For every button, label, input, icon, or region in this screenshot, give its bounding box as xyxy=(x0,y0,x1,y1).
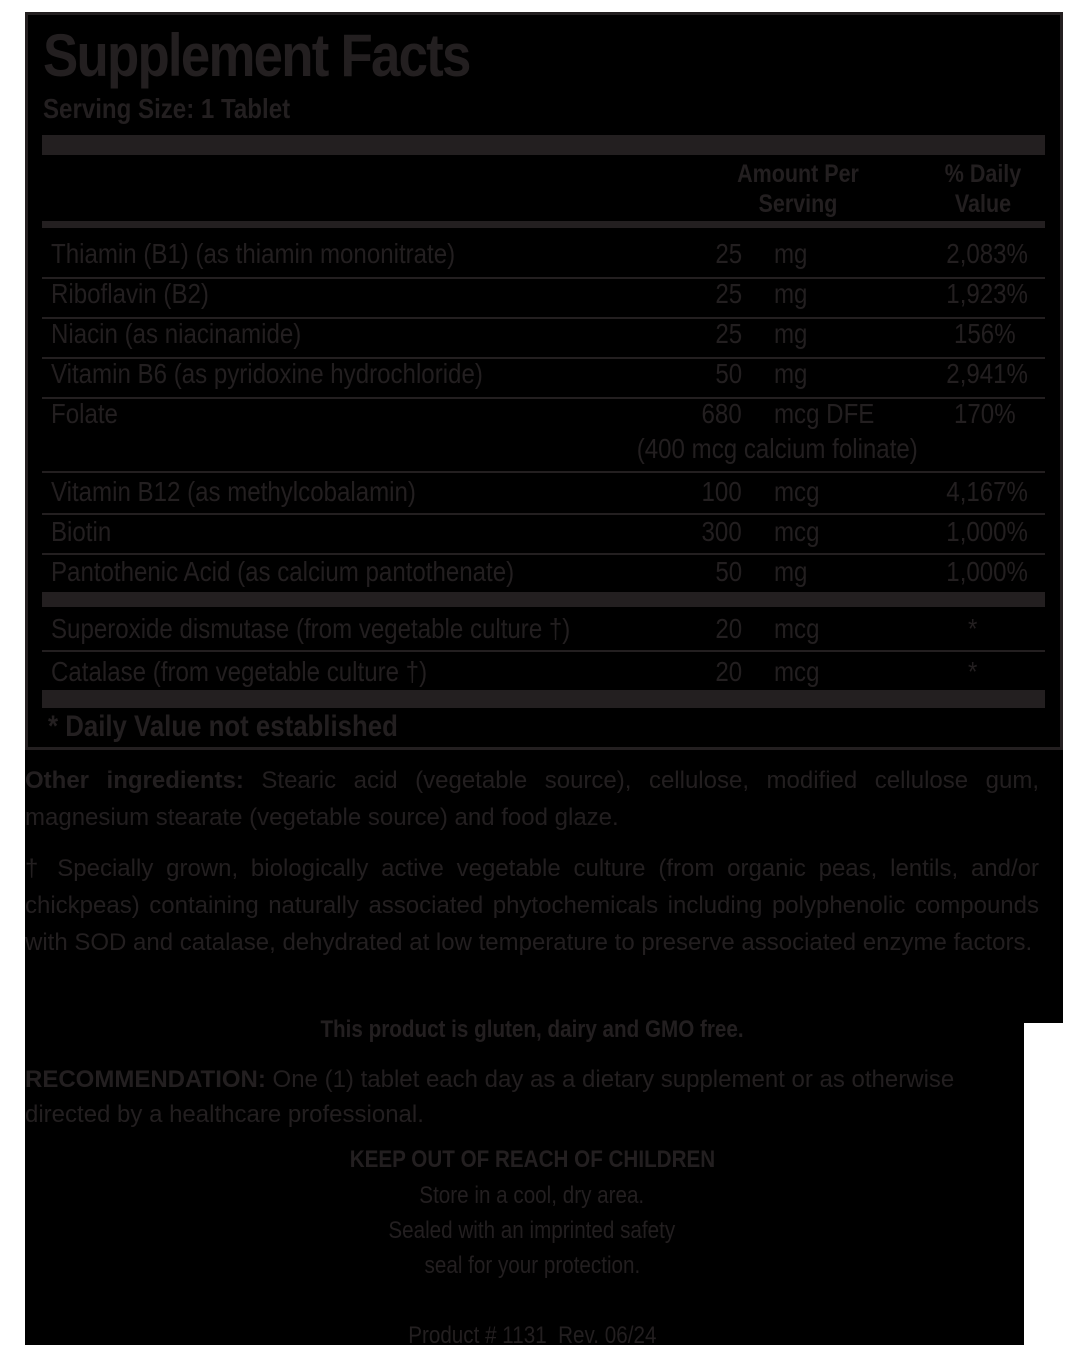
nutrient-name: Riboflavin (B2) xyxy=(51,278,209,309)
amount-per-serving-header xyxy=(729,159,867,219)
storage-line-3 xyxy=(25,1248,1039,1283)
nutrient-dv: 1,923% xyxy=(946,278,1028,309)
nutrient-amount: 300 xyxy=(701,516,742,547)
nutrient-row xyxy=(28,475,1060,515)
other-ingredients-label: Other ingredients: xyxy=(25,767,244,794)
nutrient-dv: 2,941% xyxy=(946,358,1028,389)
nutrient-dv: 156% xyxy=(954,318,1016,349)
amount-header-line2: Serving xyxy=(758,190,838,218)
nutrient-amount: 25 xyxy=(715,278,742,309)
nutrient-name: Pantothenic Acid (as calcium pantothenate) xyxy=(51,556,515,587)
nutrient-row xyxy=(28,515,1060,555)
nutrient-amount: 50 xyxy=(715,358,742,389)
nutrient-amount: 50 xyxy=(715,556,742,587)
nutrient-row xyxy=(28,357,1060,397)
recommendation-paragraph xyxy=(25,1062,1039,1132)
nutrient-unit: mg xyxy=(774,556,808,587)
nutrient-dv: 4,167% xyxy=(946,476,1028,507)
nutrient-row xyxy=(28,317,1060,357)
other-ingredient-row xyxy=(28,655,1060,695)
daily-value-footnote: * Daily Value not established xyxy=(48,710,398,743)
nutrient-name: Niacin (as niacinamide) xyxy=(51,318,302,349)
nutrient-unit: mcg xyxy=(774,516,820,547)
nutrient-dv: 1,000% xyxy=(946,556,1028,587)
storage-text: seal for your protection. xyxy=(424,1252,640,1279)
recommendation-label: RECOMMENDATION: xyxy=(25,1066,266,1093)
supplement-facts-panel xyxy=(25,12,1063,750)
row-divider xyxy=(42,471,1045,473)
storage-line-2 xyxy=(25,1213,1039,1248)
nutrient-amount: 25 xyxy=(715,238,742,269)
nutrient-dv: 170% xyxy=(954,398,1016,429)
nutrient-name: Folate xyxy=(51,398,118,429)
row-divider xyxy=(42,650,1045,652)
thick-divider-bottom xyxy=(42,690,1045,708)
dagger-note: † Specially grown, biologically active vegetable culture (from organic peas, lentils, and/or chickpeas) containing naturally associated phytochemicals including polyphenolic compounds with SOD and catalase, dehydrated at low temperature to preserve associated enzyme factors. xyxy=(25,855,1039,956)
storage-text: Store in a cool, dry area. xyxy=(419,1182,645,1209)
nutrient-row xyxy=(28,397,1060,471)
nutrient-name: Biotin xyxy=(51,516,112,547)
nutrient-amount: 680 xyxy=(701,398,742,429)
other-ingredient-row xyxy=(28,612,1060,652)
ingredient-name: Superoxide dismutase (from vegetable culture †) xyxy=(51,613,571,644)
serving-size: Serving Size: 1 Tablet xyxy=(43,93,291,124)
medium-divider xyxy=(42,221,1045,228)
nutrient-sub-note: (400 mcg calcium folinate) xyxy=(636,433,918,464)
nutrient-dv: 2,083% xyxy=(946,238,1028,269)
ingredient-dv: * xyxy=(968,656,978,687)
ingredient-amount: 20 xyxy=(715,613,742,644)
nutrient-unit: mcg DFE xyxy=(774,398,875,429)
other-ingredients-text: Stearic acid (vegetable source), cellulose, modified cellulose gum, magnesium stearate (vegetable source) and food glaze. xyxy=(25,767,1039,831)
nutrient-unit: mg xyxy=(774,238,808,269)
amount-header-line1: Amount Per xyxy=(737,160,859,188)
dv-header-line1: % Daily xyxy=(944,160,1022,188)
recommendation-text: One (1) tablet each day as a dietary supplement or as otherwise directed by a healthcare professional. xyxy=(25,1066,955,1128)
storage-text: Sealed with an imprinted safety xyxy=(388,1217,676,1244)
free-from-text: This product is gluten, dairy and GMO free. xyxy=(320,1016,744,1043)
nutrient-name: Vitamin B12 (as methylcobalamin) xyxy=(51,476,416,507)
thick-divider xyxy=(42,135,1045,155)
ingredient-amount: 20 xyxy=(715,656,742,687)
product-info-text: Product # 1131 Rev. 06/24 xyxy=(407,1322,657,1345)
ingredient-dv: * xyxy=(968,613,978,644)
daily-value-header xyxy=(931,159,1034,219)
panel-title: Supplement Facts xyxy=(43,22,470,89)
nutrient-unit: mg xyxy=(774,358,808,389)
nutrient-amount: 100 xyxy=(701,476,742,507)
nutrient-dv: 1,000% xyxy=(946,516,1028,547)
ingredient-unit: mcg xyxy=(774,613,820,644)
nutrient-name: Vitamin B6 (as pyridoxine hydrochloride) xyxy=(51,358,483,389)
nutrient-unit: mg xyxy=(774,318,808,349)
nutrient-row xyxy=(28,237,1060,277)
nutrient-row xyxy=(28,277,1060,317)
warning xyxy=(25,1142,1039,1177)
section-divider xyxy=(42,592,1045,607)
product-info xyxy=(25,1318,1039,1345)
ingredient-unit: mcg xyxy=(774,656,820,687)
storage-line-1 xyxy=(25,1178,1039,1213)
nutrient-amount: 25 xyxy=(715,318,742,349)
nutrient-unit: mcg xyxy=(774,476,820,507)
warning-text: KEEP OUT OF REACH OF CHILDREN xyxy=(349,1146,715,1173)
ingredient-name: Catalase (from vegetable culture †) xyxy=(51,656,428,687)
nutrient-row xyxy=(28,555,1060,595)
nutrient-name: Thiamin (B1) (as thiamin mononitrate) xyxy=(51,238,456,269)
nutrient-unit: mg xyxy=(774,278,808,309)
other-ingredients-paragraph xyxy=(25,762,1039,836)
dv-header-line2: Value xyxy=(954,190,1012,218)
free-from-statement xyxy=(25,1012,1039,1047)
